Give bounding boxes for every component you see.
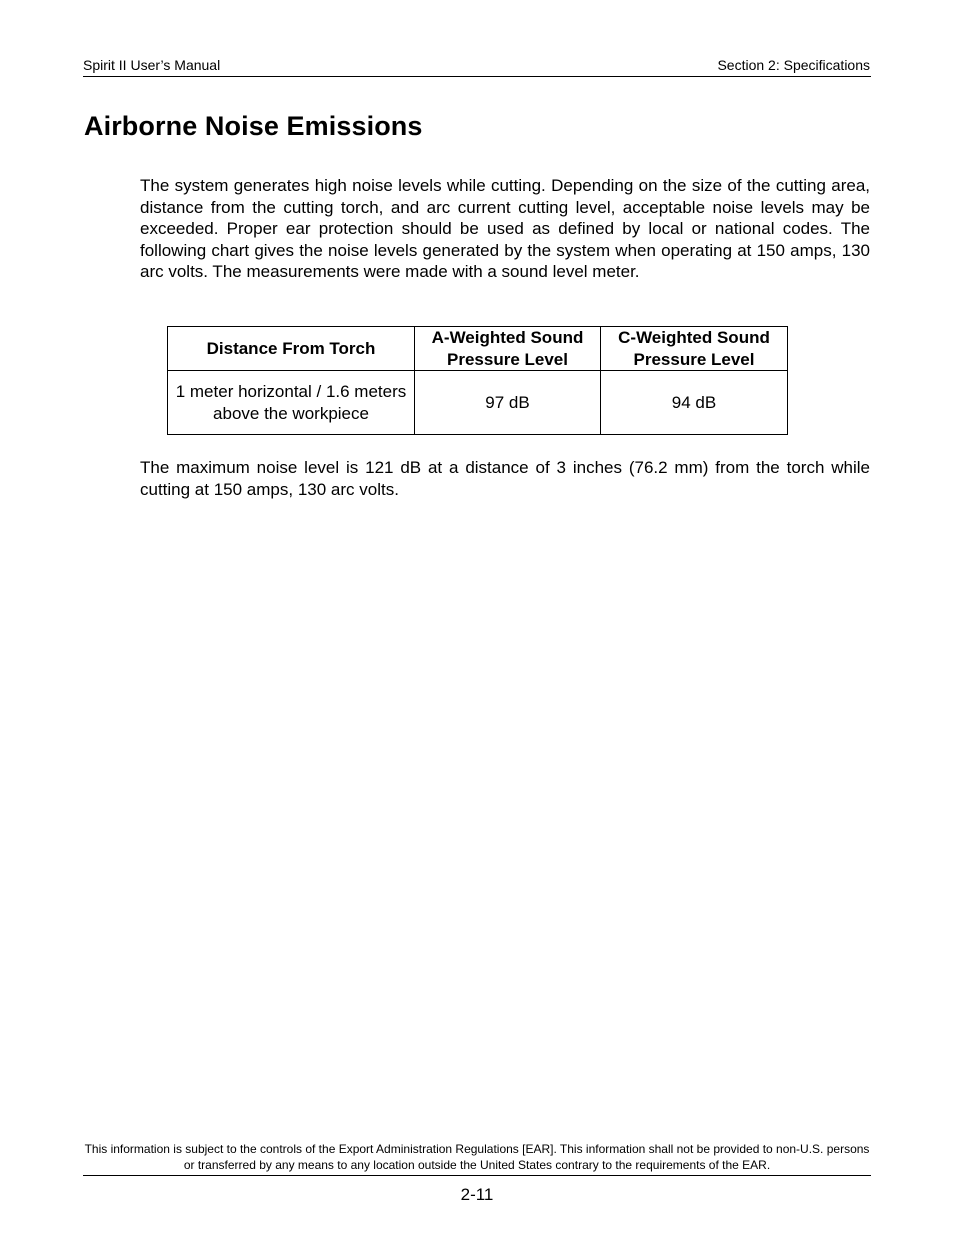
table-header-row: [168, 327, 788, 371]
manual-title: Spirit II User’s Manual: [83, 57, 221, 73]
export-notice: This information is subject to the controls of the Export Administration Regulations [EAR]. This information shall not be provided to non-U.S. persons or transferred by any means to any location outside the United States contrary to the requirements of the EAR.: [83, 1142, 871, 1176]
max-noise-paragraph: The maximum noise level is 121 dB at a distance of 3 inches (76.2 mm) from the torch while cutting at 150 amps, 130 arc volts.: [140, 458, 870, 499]
page-number: 2-11: [460, 1185, 494, 1204]
cell-c-weighted: 94 dB: [601, 371, 788, 435]
cell-a-weighted: 97 dB: [415, 371, 601, 435]
section-title: Section 2: Specifications: [717, 57, 870, 73]
header-c-weighted: C-Weighted Sound Pressure Level: [601, 327, 788, 371]
noise-levels-table: [167, 326, 788, 435]
intro-paragraph: The system generates high noise levels while cutting. Depending on the size of the cutting area, distance from the cutting torch, and arc current cutting level, acceptable noise levels may be exceeded. Proper ear protection should be used as defined by local or national codes. The following chart gives the noise levels generated by the system when operating at 150 amps, 130 arc volts. The measurements were made with a sound level meter.: [140, 176, 870, 281]
page-header: [83, 56, 871, 77]
header-a-weighted: A-Weighted Sound Pressure Level: [415, 327, 601, 371]
table-row: [168, 371, 788, 435]
page-title: Airborne Noise Emissions: [84, 111, 423, 141]
cell-distance: 1 meter horizontal / 1.6 meters above the workpiece: [168, 371, 415, 435]
header-distance: Distance From Torch: [168, 327, 415, 371]
